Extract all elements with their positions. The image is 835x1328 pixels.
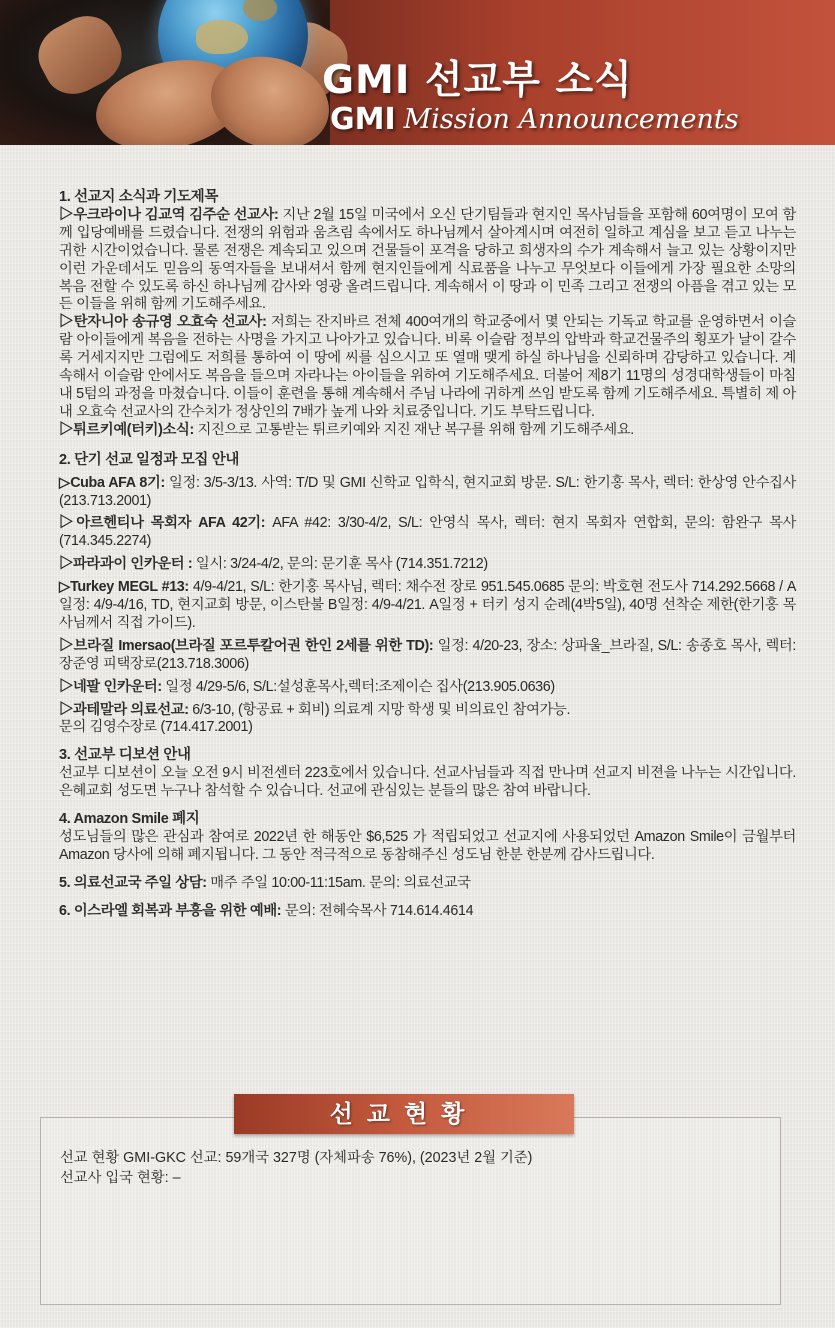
section-4-title: 4. Amazon Smile 폐지 (59, 811, 200, 828)
mission-status-box (40, 1117, 781, 1305)
item-nepal (59, 679, 796, 697)
section-5-text: 매주 주일 10:00-11:15am. 문의: 의료선교국 (206, 874, 471, 891)
item-cuba (59, 475, 796, 511)
page-subtitle (330, 102, 830, 137)
subtitle-script: Mission Announcements (403, 104, 739, 135)
section-1-title: 1. 선교지 소식과 기도제목 (59, 189, 218, 205)
section-5-title: 5. 의료선교국 주일 상담: (59, 874, 207, 891)
section-2-title: 2. 단기 선교 일정과 모집 안내 (59, 451, 240, 468)
item-text: 일시: 3/24-4/2, 문의: 문기훈 목사 (714.351.7212) (192, 556, 488, 573)
item-prefix: ▷Cuba AFA 8기: (59, 474, 165, 491)
item-tanzania (59, 314, 796, 421)
item-text: 일정 4/29-5/6, S/L:설성훈목사,렉터:조제이슨 집사(213.905.0636) (161, 678, 555, 695)
item-text: AFA #42: 3/30-4/2, S/L: 안영식 목사, 렉터: 현지 목회자 연합회, 문의: 함완구 목사 (714.345.2274) (59, 515, 796, 550)
item-prefix: ▷탄자니아 송규영 오효숙 선교사: (59, 314, 267, 331)
mission-status-text (60, 1148, 760, 1188)
item-prefix: ▷네팔 인카운터: (59, 678, 162, 695)
item-paraguay (59, 556, 796, 574)
item-prefix: ▷과테말라 의료선교: (59, 701, 189, 718)
item-guatemala (59, 702, 796, 720)
header-banner (0, 0, 835, 145)
subtitle-gmi: GMI (330, 102, 396, 137)
item-text: 6/3-10, (항공료 + 회비) 의료계 지망 학생 및 비의료인 참여가능. (188, 701, 571, 718)
item-prefix: ▷브라질 Imersao(브라질 포르투칼어권 한인 2세를 위한 TD): (59, 637, 434, 654)
item-prefix: ▷튀르키예(터키)소식: (59, 421, 194, 438)
item-brazil (59, 638, 796, 674)
item-text: 일정: 3/5-3/13. 사역: T/D 및 GMI 신학교 입학식, 현지교회 방문. S/L: 한기홍 목사, 렉터: 한상영 안수집사(213.713.2001) (59, 474, 796, 509)
page-title: GMI 선교부 소식 (322, 58, 633, 103)
item-guatemala-contact: 문의 김영수장로 (714.417.2001) (59, 719, 253, 736)
globe-land-shape (243, 0, 277, 21)
announcement-body (59, 189, 796, 921)
status-line-summary: 선교 현황 GMI-GKC 선교: 59개국 327명 (자체파송 76%), (2023년 2월 기준) (60, 1150, 533, 1166)
item-ukraine (59, 207, 796, 314)
item-prefix: ▷아르헨티나 목회자 AFA 42기: (59, 515, 266, 532)
item-prefix: ▷파라과이 인카운터 : (59, 556, 193, 573)
mission-status-label: 선교현황 (234, 1094, 574, 1134)
status-line-arrivals: 선교사 입국 현황: – (60, 1170, 181, 1186)
item-turkey-megl (59, 579, 796, 633)
item-text: 저희는 잔지바르 전체 400여개의 학교중에서 몇 안되는 기독교 학교를 운영하면서 이슬람 아이들에게 복음을 전하는 사명을 가지고 나아가고 있습니다. 비록 이슬람 정부의 압박과 학교건물주의 횡포가 날이 갈수록 거세지지만 그럼에도 저희를 통하여 이 땅에 씨를 심으시고 또 열매 맺게 하실 하나님을 신뢰하며 감당하고 있습니다. 계속해서 이슬람 안에서도 복음을 들으며 자라나는 아이들을 위하여 기도해주세요. 더불어 제8기 11명의 성경대학생들이 마침내 5텀의 과정을 마쳤습니다. 이들이 훈련을 통해 계속해서 주님 나라에 귀하게 쓰임 받도록 함께 기도해주세요. 특별히 제 아내 오효숙 선교사의 간수치가 정상인의 7배가 높게 나와 치료중입니다. 기도 부탁드립니다. (59, 314, 797, 420)
section-4-text: 성도님들의 많은 관심과 참여로 2022년 한 해동안 $6,525 가 적립되었고 선교지에 사용되었던 Amazon Smile이 금월부터 Amazon 당사에 의해 폐지됩니다. 그 동안 적극적으로 동참해주신 성도님 한분 한분께 감사드립니다. (59, 829, 796, 863)
item-text: 지난 2월 15일 미국에서 오신 단기팀들과 현지인 목사님들을 포함해 60여명이 모여 함께 입당예배를 드렸습니다. 전쟁의 위험과 움츠림 속에서도 하나님께서 살아계시며 여전히 일하고 계심을 보고 듣고 나누는 귀한 시간이었습니다. 물론 전쟁은 계속되고 있으며 건물들이 포격을 당하고 희생자의 수가 계속해서 늘고 있는 상황이지만 이런 가운데서도 믿음의 동역자들을 보내셔서 함께 현지인들에게 식료품을 나누고 무엇보다 이들에게 가장 필요한 소망의 복음 전할 수 있도록 하신 하나님께 감사와 영광 올려드립니다. 계속해서 이 땅과 이 민족 그리고 전쟁의 아픔을 겪고 있는 모든 이들을 위해 함께 기도해주세요. (59, 206, 796, 313)
hands-holding-globe-image (0, 0, 330, 145)
item-turkiye (59, 422, 796, 440)
section-3-text: 선교부 디보션이 오늘 오전 9시 비전센터 223호에서 있습니다. 선교사님들과 직접 만나며 선교지 비젼을 나누는 시간입니다. 은혜교회 성도면 누구나 참석할 수 있습니다. 선교에 관심있는 분들의 많은 참여 바랍니다. (59, 765, 796, 800)
globe-land-shape (196, 20, 248, 54)
item-argentina (59, 515, 796, 551)
item-prefix: ▷우크라이나 김교역 김주순 선교사: (59, 206, 279, 223)
section-6 (59, 903, 796, 921)
item-text: 일정: 4/20-23, 장소: 상파울_브라질, S/L: 송종호 목사, 렉터: 장준영 피택장로(213.718.3006) (59, 637, 796, 672)
item-prefix: ▷Turkey MEGL #13: (59, 579, 189, 596)
section-6-title: 6. 이스라엘 회복과 부흥을 위한 예배: (59, 902, 282, 919)
item-text: 지진으로 고통받는 튀르키예와 지진 재난 복구를 위해 함께 기도해주세요. (193, 421, 634, 438)
section-3-title: 3. 선교부 디보션 안내 (59, 747, 191, 764)
section-5 (59, 875, 796, 893)
section-6-text: 문의: 전혜숙목사 714.614.4614 (281, 902, 474, 919)
item-text: 4/9-4/21, S/L: 한기홍 목사님, 렉터: 채수전 장로 951.545.0685 문의: 박호현 전도사 714.292.5668 / A일정: 4/9-4/16, TD, 현지교회 방문, 이스탄불 B일정: 4/9-4/21. A일정 + 터키 성지 순례(4박5일), 40명 선착순 제한(한기홍 목사님께서 직접 가이드). (59, 579, 797, 631)
